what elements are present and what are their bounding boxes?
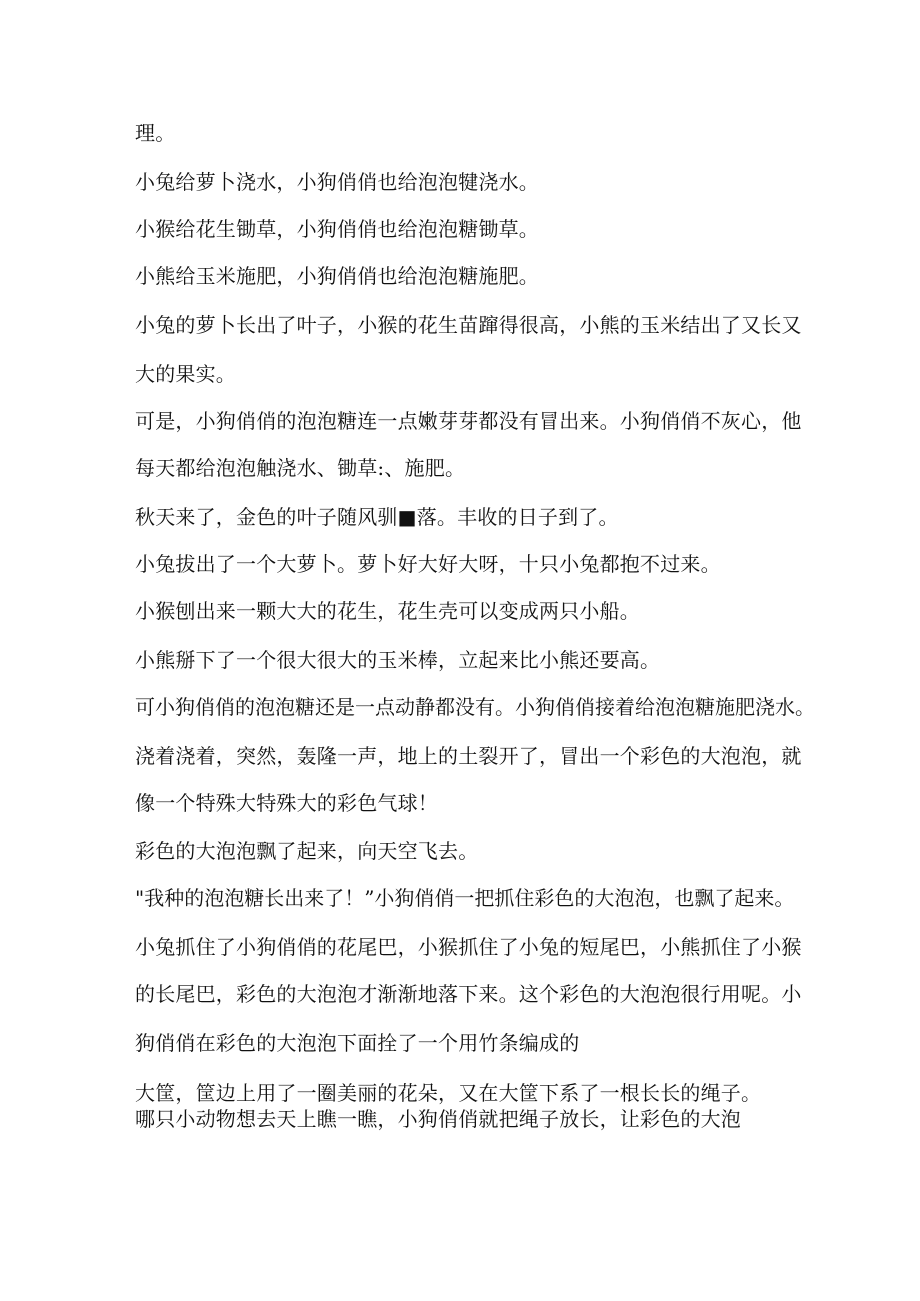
text-line-2: 小兔给萝卜浇水，小狗俏俏也给泡泡犍浇水。: [135, 170, 539, 194]
text-line-8: 每天都给泡泡触浇水、锄草:、施肥。: [135, 456, 466, 480]
text-line-15: 像一个特殊大特殊大的彩色气球！: [135, 791, 438, 815]
text-line-6: 大的果实。: [135, 362, 236, 386]
text-line-11: 小猴刨出来一颗大大的花生，花生壳可以变成两只小船。: [135, 599, 640, 623]
text-line-3: 小猴给花生锄草，小狗俏俏也给泡泡糖锄草。: [135, 217, 539, 241]
text-line-18: 小兔抓住了小狗俏俏的花尾巴，小猴抓住了小兔的短尾巴，小熊抓住了小猴: [135, 935, 802, 959]
text-line-20: 狗俏俏在彩色的大泡泡下面拴了一个用竹条编成的: [135, 1031, 580, 1055]
text-line-5: 小兔的萝卜长出了叶子，小猴的花生苗蹿得很高，小熊的玉米结出了又长又: [135, 313, 802, 337]
text-line-17: "我种的泡泡糖长出来了！”小狗俏俏一把抓住彩色的大泡泡，也飘了起来。: [135, 886, 795, 910]
text-line-1: 理。: [135, 121, 176, 145]
text-line-7: 可是，小狗俏俏的泡泡糖连一点嫩芽芽都没有冒出来。小狗俏俏不灰心，他: [135, 409, 802, 433]
text-line-14: 浇着浇着，突然，轰隆一声，地上的土裂开了，冒出一个彩色的大泡泡，就: [135, 744, 802, 768]
text-line-21: 大筐，筐边上用了一圈美丽的花朵，又在大筐下系了一根长长的绳子。: [135, 1081, 762, 1105]
text-line-13: 可小狗俏俏的泡泡糖还是一点动静都没有。小狗俏俏接着给泡泡糖施肥浇水。: [135, 695, 815, 719]
text-line-4: 小熊给玉米施肥，小狗俏俏也给泡泡糖施肥。: [135, 264, 539, 288]
text-line-10: 小兔拔出了一个大萝卜。萝卜好大好大呀，十只小兔都抱不过来。: [135, 552, 721, 576]
text-line-12: 小熊掰下了一个很大很大的玉米棒，立起来比小熊还要高。: [135, 648, 661, 672]
text-line-19: 的长尾巴，彩色的大泡泡才渐渐地落下来。这个彩色的大泡泡很行用呢。小: [135, 982, 802, 1006]
text-line-16: 彩色的大泡泡飘了起来，向天空飞去。: [135, 839, 479, 863]
text-line-9: 秋天来了，金色的叶子随风驯■落。丰收的日子到了。: [135, 505, 619, 529]
text-line-22: 哪只小动物想去天上瞧一瞧，小狗俏俏就把绳子放长，让彩色的大泡: [135, 1107, 741, 1131]
